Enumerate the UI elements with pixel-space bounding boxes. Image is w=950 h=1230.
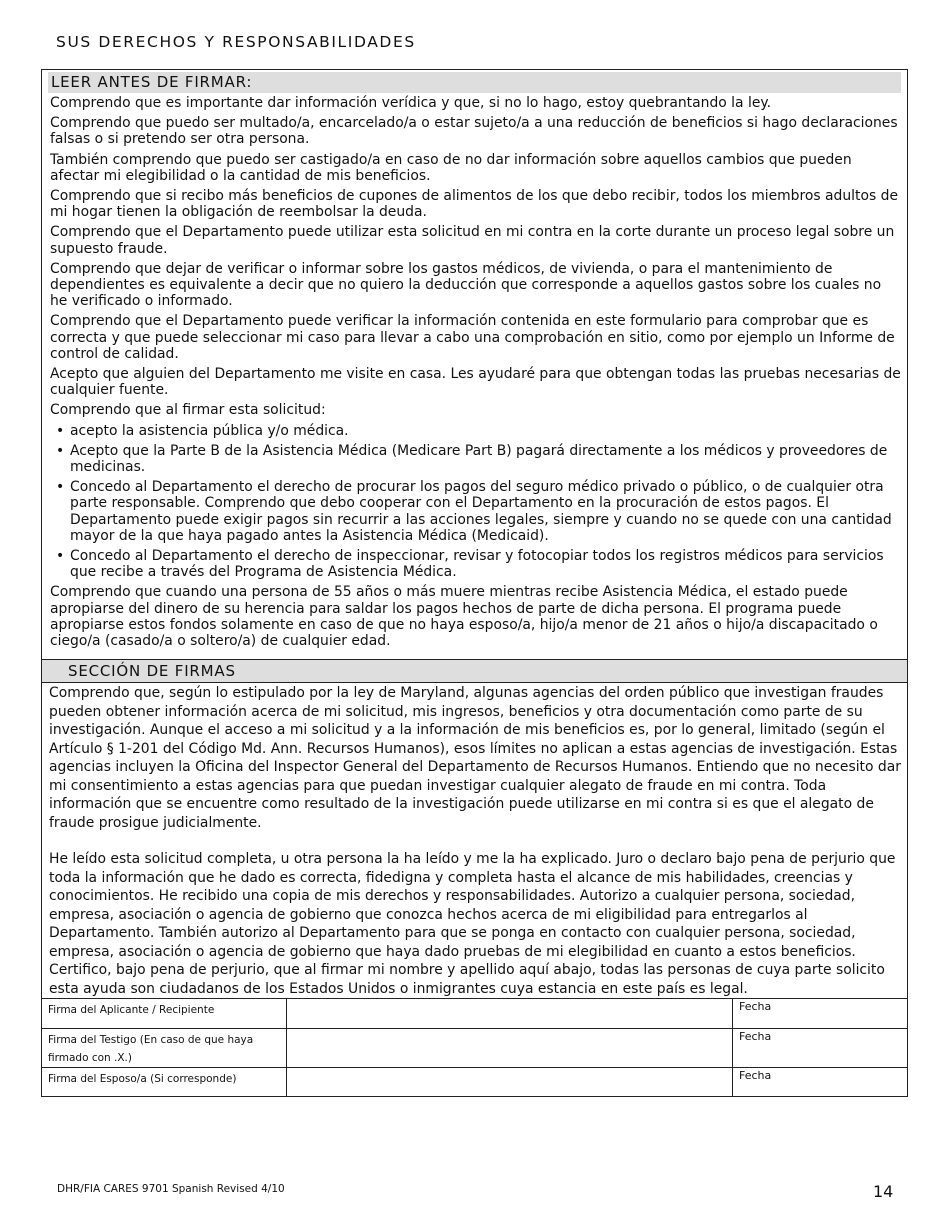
agreement-bullet: • acepto la asistencia pública y/o médica.	[50, 423, 901, 439]
read-before-signing-header: LEER ANTES DE FIRMAR:	[48, 72, 901, 93]
statement-paragraph: Acepto que alguien del Departamento me visite en casa. Les ayudaré para que obtengan todas las pruebas necesarias de cualquier fuente.	[50, 366, 901, 399]
agreement-bullet: • Acepto que la Parte B de la Asistencia Médica (Medicare Part B) pagará directamente a los médicos y proveedores de medicinas.	[50, 443, 901, 475]
statement-paragraph: Comprendo que es importante dar información verídica y que, si no lo hago, estoy quebrantando la ley.	[50, 95, 772, 111]
page-title: SUS DERECHOS Y RESPONSABILIDADES	[56, 33, 416, 51]
rights-form-box	[41, 69, 908, 1097]
agreement-bullet-list	[50, 423, 901, 581]
page-number: 14	[873, 1182, 894, 1201]
form-footer-code: DHR/FIA CARES 9701 Spanish Revised 4/10	[57, 1183, 285, 1195]
witness-signature-field[interactable]	[287, 1029, 733, 1068]
signature-row	[42, 999, 907, 1029]
signature-label: Firma del Esposo/a (Si corresponde)	[42, 1068, 287, 1096]
read-before-signing-body	[42, 93, 907, 659]
signature-row	[42, 1029, 907, 1068]
date-field[interactable]: Fecha	[733, 1068, 908, 1096]
statement-paragraph: Comprendo que al firmar esta solicitud:	[50, 402, 326, 419]
certification-paragraph: He leído esta solicitud completa, u otra persona la ha leído y me la ha explicado. Juro o declaro bajo pena de perjurio que toda la información que he dado es correcta, fidedigna y completa hasta el alcance de mis habilidades, creencias y conocimientos. He recibido una copia de mis derechos y responsabilidades. Autorizo a cualquier persona, sociedad, empresa, asociación o agencia de gobierno que conozca hechos acerca de mi eligibilidad para entregarlos al Departamento. También autorizo al Departamento para que se ponga en contacto con cualquier persona, sociedad, empresa, asociación o agencia de gobierno que haya dado pruebas de mi elegibilidad en cuanto a estos beneficios. Certifico, bajo pena de perjurio, que al firmar mi nombre y apellido aquí abajo, todas las personas de cuya parte solicito esta ayuda son ciudadanos de los Estados Unidos o inmigrantes cuya estancia en este país es legal.	[49, 851, 896, 997]
statement-paragraph: Comprendo que dejar de verificar o informar sobre los gastos médicos, de vivienda, o para el mantenimiento de dependientes es equivalente a decir que no quiero la deducción que corresponde a aquellos gastos sobre los cuales no he verificado o informado.	[50, 260, 882, 310]
signature-row	[42, 1068, 907, 1096]
applicant-signature-field[interactable]	[287, 999, 733, 1029]
statement-paragraph: Comprendo que el Departamento puede verificar la información contenida en este formulario para comprobar que es correcta y que puede seleccionar mi caso para llevar a cabo una comprobación en sitio, como por ejemplo un Informe de control de calidad.	[50, 313, 895, 362]
signature-table	[42, 998, 907, 1096]
agreement-bullet: • Concedo al Departamento el derecho de inspeccionar, revisar y fotocopiar todos los registros médicos para servicios que recibe a través del Programa de Asistencia Médica.	[50, 548, 901, 580]
signature-section-header: SECCIÓN DE FIRMAS	[42, 659, 907, 683]
date-field[interactable]: Fecha	[733, 1029, 908, 1068]
signature-label: Firma del Testigo (En caso de que haya firmado con .X.)	[42, 1029, 287, 1068]
statement-paragraph: Comprendo que el Departamento puede utilizar esta solicitud en mi contra en la corte durante un proceso legal sobre un supuesto fraude.	[50, 224, 895, 257]
signature-label: Firma del Aplicante / Recipiente	[42, 999, 287, 1029]
statement-paragraph: Comprendo que puedo ser multado/a, encarcelado/a o estar sujeto/a a una reducción de beneficios si hago declaraciones falsas o si pretendo ser otra persona.	[50, 115, 898, 148]
date-field[interactable]: Fecha	[733, 999, 908, 1029]
signature-section-body	[42, 683, 907, 998]
agreement-bullet: • Concedo al Departamento el derecho de procurar los pagos del seguro médico privado o público, o de cualquier otra parte responsable. Comprendo que debo cooperar con el Departamento en la procuración de estos pagos. El Departamento puede exigir pagos sin recurrir a las acciones legales, siempre y cuando no se quede con una cantidad mayor de la que haya pagado antes la Asistencia Médica (Medicaid).	[50, 479, 901, 544]
statement-paragraph: También comprendo que puedo ser castigado/a en caso de no dar información sobre aquellos cambios que pueden afectar mi elegibilidad o la cantidad de mis beneficios.	[50, 151, 852, 184]
statement-paragraph: Comprendo que si recibo más beneficios de cupones de alimentos de los que debo recibir, todos los miembros adultos de mi hogar tienen la obligación de reembolsar la deuda.	[50, 188, 898, 221]
spouse-signature-field[interactable]	[287, 1068, 733, 1096]
fraud-investigation-paragraph: Comprendo que, según lo estipulado por la ley de Maryland, algunas agencias del orden público que investigan fraudes pueden obtener información acerca de mi solicitud, mis ingresos, beneficios y otra documentación como parte de su investigación. Aunque el acceso a mi solicitud y a la información de mis beneficios es, por lo general, limitado (según el Artículo § 1-201 del Código Md. Ann. Recursos Humanos), esos límites no aplican a estas agencias de investigación. Estas agencias incluyen la Oficina del Inspector General del Departamento de Recursos Humanos. Entiendo que no necesito dar mi consentimiento a estas agencias para que puedan investigar cualquier alegato de fraude en mi contra. Toda información que se encuentre como resultado de la investigación puede utilizarse en mi contra si es que el alegato de fraude prosigue judicialmente.	[49, 685, 901, 831]
estate-recovery-paragraph: Comprendo que cuando una persona de 55 años o más muere mientras recibe Asistencia Médica, el estado puede apropiarse del dinero de su herencia para saldar los pagos hechos de parte de dicha persona. El programa puede apropiarse estos fondos solamente en caso de que no haya esposo/a, hijo/a menor de 21 años o hijo/a discapacitado o ciego/a (casado/a o soltero/a) de cualquier edad.	[50, 584, 878, 650]
